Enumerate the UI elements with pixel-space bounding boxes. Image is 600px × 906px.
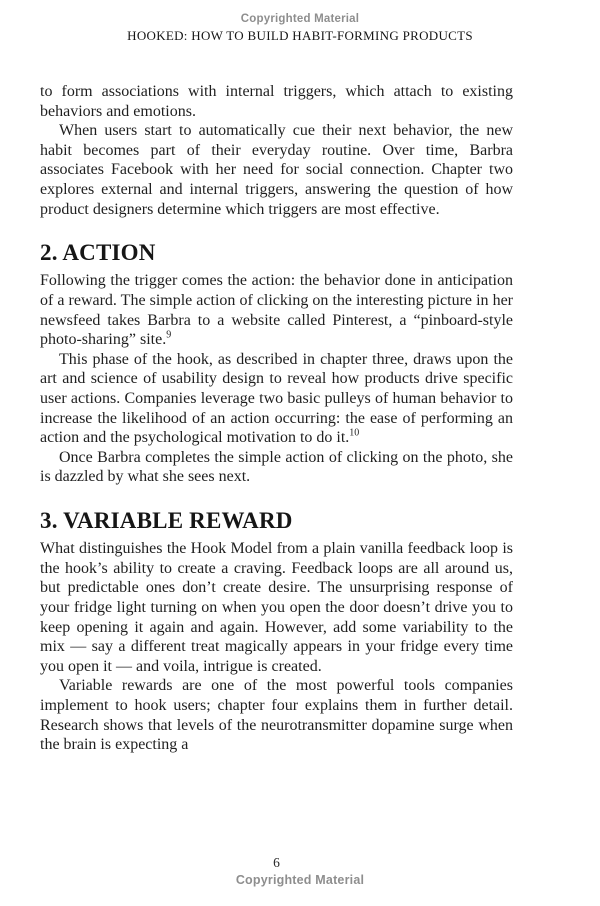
- footnote-ref-10: 10: [349, 427, 360, 439]
- paragraph-text: Variable rewards are one of the most powerful tools companies implement to hook users; chapter four explains them in further detail. Research shows that levels of the neurotransmitter dopamine surge when the brain is expecting a: [40, 677, 513, 754]
- copyright-notice-bottom: Copyrighted Material: [235, 873, 365, 887]
- paragraph-text: What distinguishes the Hook Model from a plain vanilla feedback loop is the hook’s ability to create a craving. Feedback loops are all around us, but predictable ones don’t create desire. The unsurprising response of your fridge light turning on when you open the door doesn’t drive you to keep opening it again and again. However, add some variability to the mix — say a different treat magically appears in your fridge every time you open it — and voila, intrigue is created.: [40, 540, 513, 675]
- paragraph-text: Following the trigger comes the action: the behavior done in anticipation of a reward. The simple action of clicking on the interesting picture in her newsfeed takes Barbra to a website called Pinterest, a “pinboard-style photo-sharing” site.: [40, 272, 513, 349]
- page-text: [40, 82, 513, 755]
- footnote-ref-9: 9: [166, 329, 172, 341]
- running-header: HOOKED: HOW TO BUILD HABIT-FORMING PRODUCTS: [127, 28, 473, 43]
- paragraph: [40, 448, 513, 487]
- paragraph: [40, 121, 513, 219]
- page-number: 6: [273, 855, 280, 870]
- paragraph: [40, 82, 513, 121]
- section-heading-variable-reward: 3. VARIABLE REWARD: [40, 507, 293, 533]
- page-footer: [0, 855, 600, 887]
- section-heading-action: 2. ACTION: [40, 240, 156, 266]
- paragraph-text: Once Barbra completes the simple action of clicking on the photo, she is dazzled by what she sees next.: [40, 448, 513, 486]
- paragraph: [40, 271, 513, 349]
- paragraph: [40, 539, 513, 676]
- paragraph: [40, 350, 513, 448]
- paragraph-text: When users start to automatically cue their next behavior, the new habit becomes part of their everyday routine. Over time, Barbra associates Facebook with her need for social connection. Chapter two explores external and internal triggers, answering the question of how product designers determine which triggers are most effective.: [40, 122, 513, 218]
- paragraph-text: to form associations with internal triggers, which attach to existing behaviors and emotions.: [40, 83, 513, 120]
- copyright-notice-top: Copyrighted Material: [240, 13, 360, 25]
- paragraph-text: This phase of the hook, as described in chapter three, draws upon the art and science of usability design to reveal how products drive specific user actions. Companies leverage two basic pulleys of human behavior to increase the likelihood of an action occurring: the ease of performing an action and the psychological motivation to do it.: [40, 350, 513, 447]
- paragraph: [40, 676, 513, 754]
